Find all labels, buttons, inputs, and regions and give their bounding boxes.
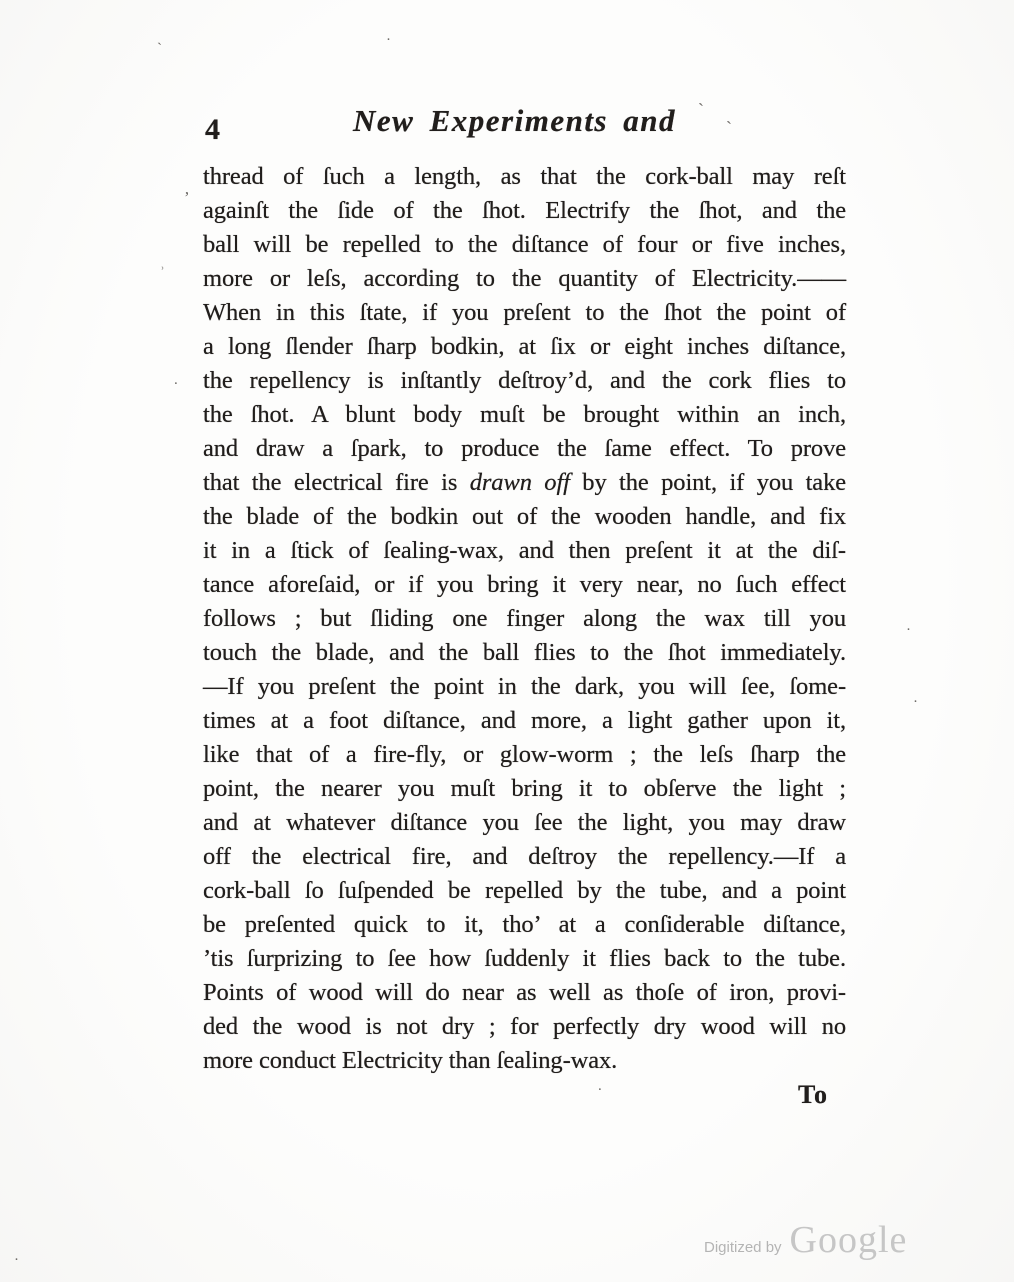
text-line: ded the wood is not dry ; for perfectly dry wood will no: [203, 1013, 846, 1040]
scan-speck: ·: [386, 32, 391, 48]
text-line: ’tis ſurprizing to ſee how ſuddenly it flies back to the tube.: [203, 945, 846, 972]
text-line: more conduct Electricity than ſealing-wax.: [203, 1047, 618, 1074]
text-line: be preſented quick to it, tho’ at a conſiderable diſtance,: [203, 911, 846, 938]
scan-speck: ·: [14, 1252, 19, 1268]
scan-speck: ’: [184, 188, 190, 207]
text-line: touch the blade, and the ball flies to the ſhot immediately.: [203, 639, 846, 666]
text-line: it in a ſtick of ſealing-wax, and then preſent it at the diſ-: [203, 537, 846, 564]
text-line: like that of a fire-fly, or glow-worm ; the leſs ſharp the: [203, 741, 846, 768]
text-line: the repellency is inſtantly deſtroy’d, and the cork flies to: [203, 367, 846, 394]
text-line: more or leſs, according to the quantity of Electricity.——: [203, 265, 846, 292]
scan-speck: ˎ: [726, 104, 732, 124]
text-line: point, the nearer you muſt bring it to obſerve the light ;: [203, 775, 846, 802]
text-line: Points of wood will do near as well as thoſe of iron, provi-: [203, 979, 846, 1006]
scan-speck: ·: [913, 694, 918, 710]
scan-speck: .: [174, 372, 178, 388]
digitization-watermark: [704, 1218, 907, 1262]
scan-speck: ·: [906, 622, 911, 638]
digitized-by-label: Digitized by: [704, 1239, 782, 1256]
scan-speck: ˏ: [157, 30, 162, 46]
text-line: off the electrical fire, and deſtroy the repellency.—If a: [203, 843, 846, 870]
text-line: a long ſlender ſharp bodkin, at ſix or eight inches diſtance,: [203, 333, 846, 360]
google-logo: Google: [789, 1219, 908, 1261]
text-line: ball will be repelled to the diſtance of four or five inches,: [203, 231, 846, 258]
page-number: 4: [205, 113, 220, 146]
running-title: New Experiments and: [353, 103, 676, 138]
text-line: and at whatever diſtance you ſee the light, you may draw: [203, 809, 846, 836]
text-line: tance aforeſaid, or if you bring it very near, no ſuch effect: [203, 571, 846, 598]
text-line: follows ; but ſliding one finger along the wax till you: [203, 605, 846, 632]
text-line: the ſhot. A blunt body muſt be brought within an inch,: [203, 401, 846, 428]
text-line: the blade of the bodkin out of the wooden handle, and fix: [203, 503, 846, 530]
text-line: againſt the ſide of the ſhot. Electrify the ſhot, and the: [203, 197, 846, 224]
scan-speck: `: [698, 100, 704, 120]
text-line: When in this ſtate, if you preſent to the ſhot the point of: [203, 299, 846, 326]
text-line: —If you preſent the point in the dark, you will ſee, ſome-: [203, 673, 846, 700]
text-line: that the electrical fire is drawn off by the point, if you take: [203, 469, 846, 496]
catchword: To: [798, 1080, 828, 1109]
scan-speck: .: [598, 1078, 602, 1094]
text-line: times at a foot diſtance, and more, a light gather upon it,: [203, 707, 846, 734]
text-line: cork-ball ſo ſuſpended be repelled by the tube, and a point: [203, 877, 846, 904]
text-line: thread of ſuch a length, as that the cork-ball may reſt: [203, 163, 846, 190]
page-header: [203, 103, 846, 151]
body-text: [203, 160, 846, 1078]
text-line: and draw a ſpark, to produce the ſame effect. To prove: [203, 435, 846, 462]
scan-speck: ˒: [160, 258, 165, 274]
